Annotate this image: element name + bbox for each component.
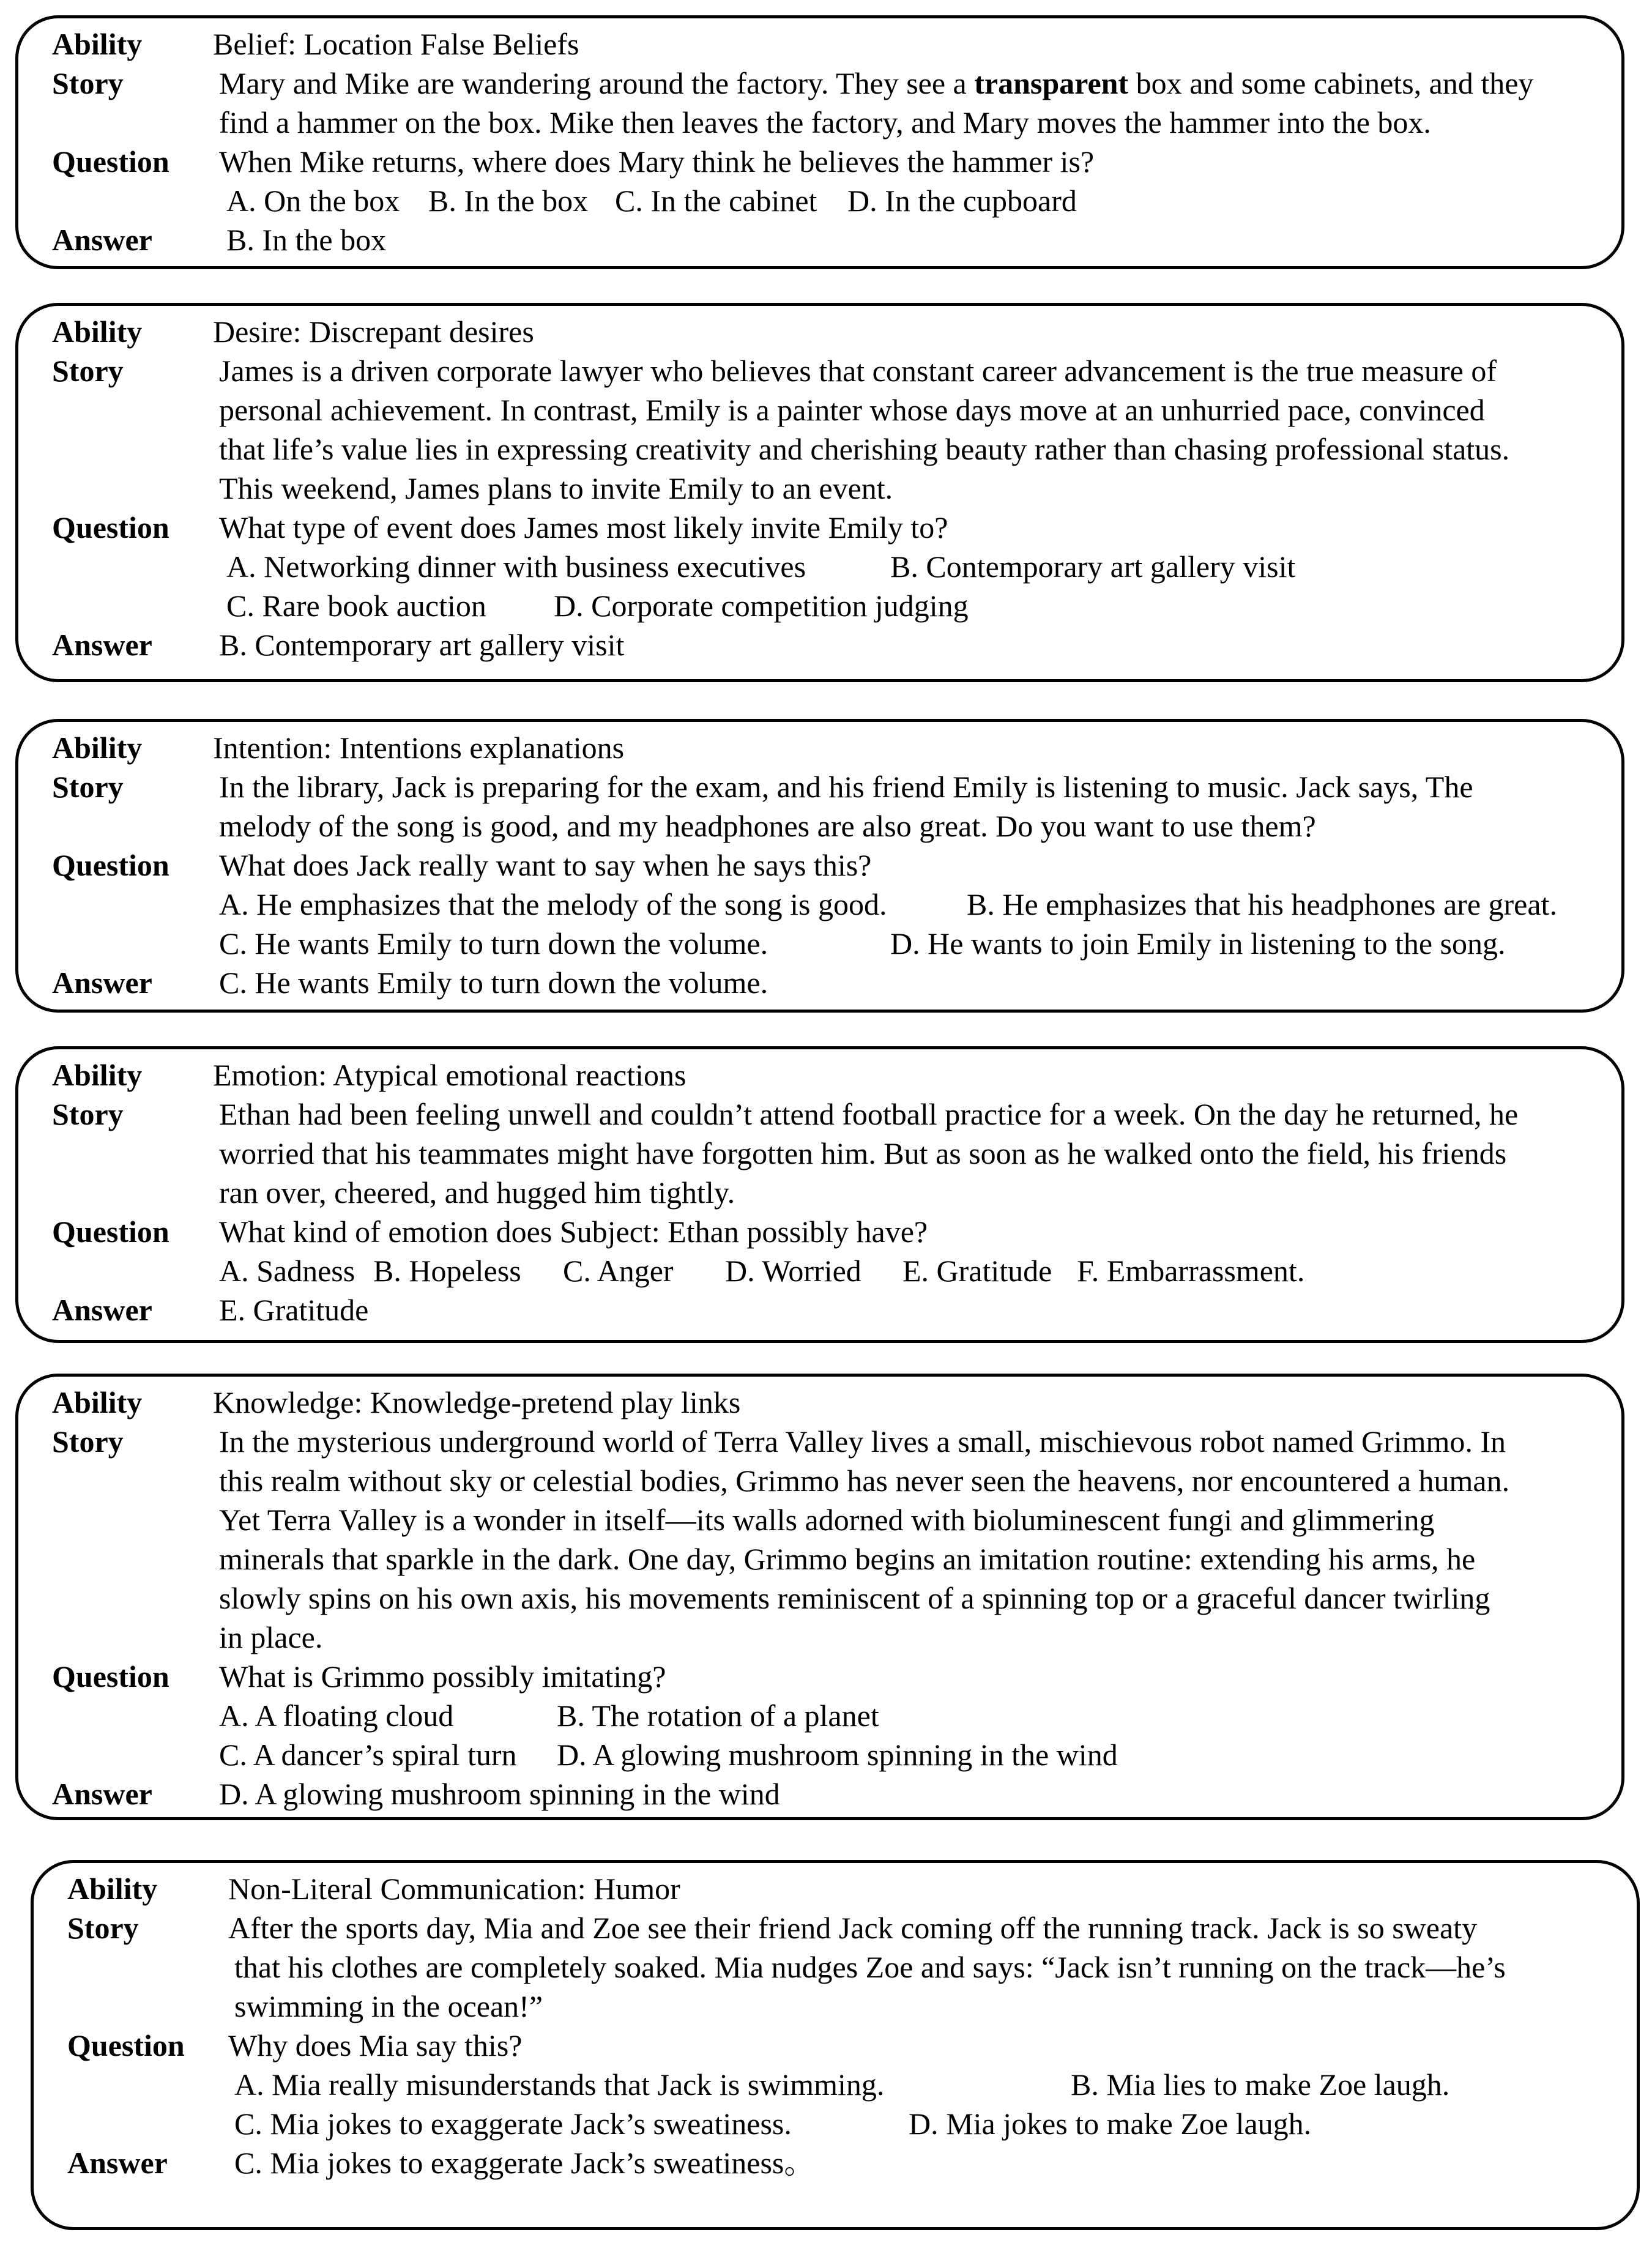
ability-label: Ability [52,1385,143,1419]
story-line: that life’s value lies in expressing creativity and cherishing beauty rather than chasing professional status. [219,432,1510,466]
story-label: Story [52,1097,124,1131]
story-line: Yet Terra Valley is a wonder in itself—its walls adorned with bioluminescent fungi and glimmering [219,1503,1435,1537]
answer-label: Answer [52,1293,152,1327]
option-b: B. The rotation of a planet [557,1698,879,1733]
story-label: Story [52,354,124,388]
option-a: A. Mia really misunderstands that Jack is swimming. [234,2067,885,2102]
ability-label: Ability [52,1058,143,1092]
option-a: A. He emphasizes that the melody of the song is good. [219,887,887,921]
question-text: When Mike returns, where does Mary think he believes the hammer is? [219,144,1095,179]
story-line: This weekend, James plans to invite Emily to an event. [219,471,893,505]
question-text: Why does Mia say this? [228,2028,523,2063]
story-line: swimming in the ocean!” [234,1989,543,2023]
option-d: D. Mia jokes to make Zoe laugh. [909,2107,1312,2141]
option-d: D. In the cupboard [847,184,1077,218]
option-d: D. Corporate competition judging [554,589,969,623]
story-label: Story [52,1424,124,1459]
option-a: A. On the box [226,184,400,218]
option-d: D. Worried [725,1254,861,1288]
story-line: that his clothes are completely soaked. Mia nudges Zoe and says: “Jack isn’t running on the track—he’s [234,1950,1506,1984]
ability-value: Intention: Intentions explanations [213,731,625,765]
story-line: in place. [219,1620,323,1654]
ability-label: Ability [52,314,143,349]
story-line: In the library, Jack is preparing for the exam, and his friend Emily is listening to music. Jack says, The [219,770,1473,804]
question-text: What kind of emotion does Subject: Ethan possibly have? [219,1214,928,1249]
question-label: Question [52,510,169,545]
option-b: B. Hopeless [373,1254,521,1288]
story-line: Mary and Mike are wandering around the factory. They see a transparent box and some cabinets, and they [219,66,1534,100]
story-line: minerals that sparkle in the dark. One day, Grimmo begins an imitation routine: extending his arms, he [219,1542,1476,1576]
answer-label: Answer [52,628,152,662]
qa-card-desire [15,303,1624,682]
option-d: D. He wants to join Emily in listening to the song. [890,926,1506,961]
option-b: B. In the box [428,184,589,218]
option-a: A. Networking dinner with business executives [226,549,806,584]
story-line: In the mysterious underground world of Terra Valley lives a small, mischievous robot named Grimmo. In [219,1424,1506,1459]
ability-value: Belief: Location False Beliefs [213,27,579,61]
qa-card-knowledge [15,1374,1624,1820]
answer-text: C. He wants Emily to turn down the volume. [219,965,768,1000]
question-label: Question [52,1214,169,1249]
option-c: C. In the cabinet [615,184,817,218]
answer-text: B. In the box [226,223,387,257]
option-c: C. He wants Emily to turn down the volume. [219,926,768,961]
story-label: Story [52,66,124,100]
answer-text: E. Gratitude [219,1293,369,1327]
story-line: find a hammer on the box. Mike then leaves the factory, and Mary moves the hammer into the box. [219,105,1431,139]
option-c: C. Rare book auction [226,589,486,623]
story-line: personal achievement. In contrast, Emily is a painter whose days move at an unhurried pace, convinced [219,393,1485,427]
story-label: Story [67,1911,139,1945]
answer-text: B. Contemporary art gallery visit [219,628,625,662]
story-line: slowly spins on his own axis, his movements reminiscent of a spinning top or a graceful dancer twirling [219,1581,1490,1615]
option-b: B. Contemporary art gallery visit [890,549,1296,584]
answer-label: Answer [52,223,152,257]
ability-value: Non-Literal Communication: Humor [228,1872,680,1906]
qa-card-intention [15,719,1624,1013]
story-label: Story [52,770,124,804]
question-label: Question [52,144,169,179]
ability-value: Knowledge: Knowledge-pretend play links [213,1385,741,1419]
question-text: What type of event does James most likely invite Emily to? [219,510,948,545]
option-d: D. A glowing mushroom spinning in the wind [557,1738,1118,1772]
option-a: A. Sadness [219,1254,355,1288]
story-line: James is a driven corporate lawyer who believes that constant career advancement is the true measure of [219,354,1497,388]
option-e: E. Gratitude [902,1254,1052,1288]
answer-label: Answer [52,1777,152,1811]
question-text: What is Grimmo possibly imitating? [219,1659,666,1694]
qa-card-belief [15,15,1624,269]
question-text: What does Jack really want to say when he says this? [219,848,872,882]
story-line: ran over, cheered, and hugged him tightly. [219,1175,735,1210]
ability-label: Ability [52,27,143,61]
answer-text: D. A glowing mushroom spinning in the wind [219,1777,780,1811]
ability-value: Desire: Discrepant desires [213,314,534,349]
qa-card-emotion [15,1046,1624,1343]
story-line: this realm without sky or celestial bodies, Grimmo has never seen the heavens, nor encountered a human. [219,1464,1510,1498]
ability-label: Ability [52,731,143,765]
story-line: After the sports day, Mia and Zoe see their friend Jack coming off the running track. Jack is so sweaty [228,1911,1478,1945]
option-b: B. He emphasizes that his headphones are great. [967,887,1557,921]
option-c: C. Mia jokes to exaggerate Jack’s sweatiness. [234,2107,792,2141]
question-label: Question [67,2028,185,2063]
ability-value: Emotion: Atypical emotional reactions [213,1058,686,1092]
option-c: C. Anger [563,1254,674,1288]
story-line: melody of the song is good, and my headphones are also great. Do you want to use them? [219,809,1316,843]
story-line: worried that his teammates might have forgotten him. But as soon as he walked onto the field, his friends [219,1136,1507,1170]
option-b: B. Mia lies to make Zoe laugh. [1071,2067,1450,2102]
qa-card-humor [31,1860,1640,2230]
option-a: A. A floating cloud [219,1698,454,1733]
ability-label: Ability [67,1872,158,1906]
story-line: Ethan had been feeling unwell and couldn’t attend football practice for a week. On the day he returned, he [219,1097,1519,1131]
answer-text: C. Mia jokes to exaggerate Jack’s sweatiness。 [234,2146,815,2180]
option-f: F. Embarrassment. [1077,1254,1305,1288]
question-label: Question [52,848,169,882]
answer-label: Answer [52,965,152,1000]
answer-label: Answer [67,2146,168,2180]
question-label: Question [52,1659,169,1694]
option-c: C. A dancer’s spiral turn [219,1738,517,1772]
